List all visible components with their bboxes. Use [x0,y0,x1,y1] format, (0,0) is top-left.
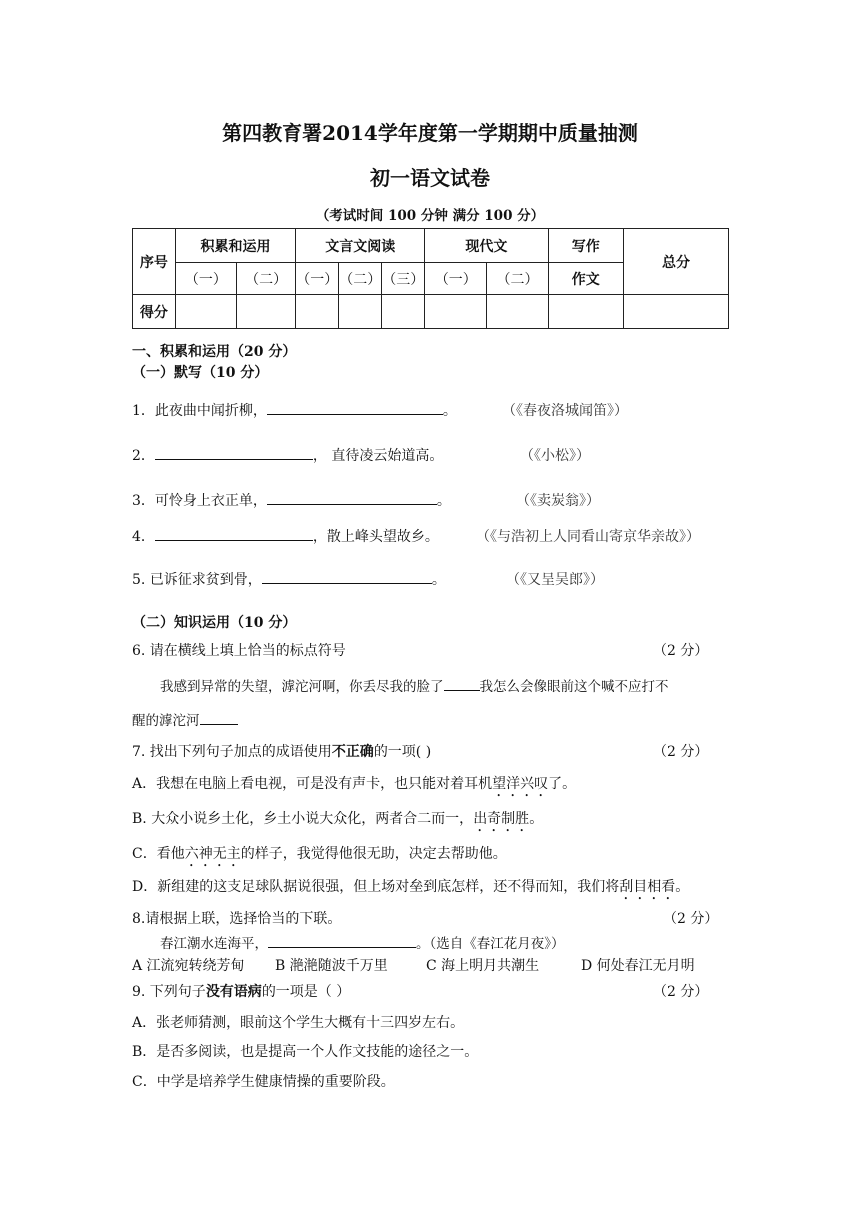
option-b[interactable]: B．是否多阅读，也是提高一个人作文技能的途径之一。 [132,1044,479,1060]
score-cell[interactable] [623,295,728,329]
seq-header: 序号 [133,229,176,295]
score-cell[interactable] [382,295,425,329]
section-heading: 一、积累和运用（20 分） [132,344,297,360]
total-header: 总分 [623,229,728,295]
question-2: 2． ， 直待凌云始道高。 [132,445,443,465]
sub-col: 作文 [548,263,623,295]
answer-blank[interactable] [262,569,432,584]
score-cell[interactable] [236,295,295,329]
question-5: 5. 已诉征求贫到骨， 。 [132,569,446,589]
score-cell[interactable] [296,295,339,329]
question-4: 4． ，散上峰头望故乡。 [132,526,439,546]
score-cell[interactable] [425,295,487,329]
q6-passage-line2: 醒的滹沱河 [132,709,238,729]
option-a[interactable]: A 江流宛转绕芳甸 [132,958,245,974]
sub-col: （一） [175,263,236,295]
answer-blank[interactable] [267,490,437,505]
question-8: 8.请根据上联，选择恰当的下联。 [132,911,342,927]
group-accumulation: 积累和运用 [175,229,295,263]
option-c[interactable]: C．中学是培养学生健康情操的重要阶段。 [132,1074,395,1090]
score-table [132,228,729,329]
score-cell[interactable] [339,295,382,329]
points: （2 分） [653,744,709,760]
sub-col: （二） [236,263,295,295]
part-heading: （二）知识运用（10 分） [132,615,297,631]
exam-subtitle: 初一语文试卷 [370,166,490,190]
sub-col: （三） [382,263,425,295]
option-a[interactable]: A．张老师猜测，眼前这个学生大概有十三四岁左右。 [132,1015,465,1031]
sub-col: （一） [296,263,339,295]
exam-info: （考试时间 100 分钟 满分 100 分） [315,208,545,224]
exam-title: 第四教育署2014学年度第一学期期中质量抽测 [222,121,638,145]
question-1: 1．此夜曲中闻折柳， 。 [132,400,457,420]
part-heading: （一）默写（10 分） [132,365,269,381]
option-a[interactable]: A．我想在电脑上看电视，可是没有声卡，也只能对着耳机望洋兴叹了。 [132,776,577,792]
sub-col: （一） [425,263,487,295]
question-3: 3．可怜身上衣正单， 。 [132,490,451,510]
answer-blank[interactable] [267,400,443,415]
option-c[interactable]: C 海上明月共潮生 [426,958,540,974]
group-modern: 现代文 [425,229,548,263]
score-cell[interactable] [487,295,548,329]
source-ref: （《与浩初上人同看山寄京华亲故》） [476,529,700,545]
group-classical: 文言文阅读 [296,229,425,263]
option-b[interactable]: B. 大众小说乡土化，乡土小说大众化，两者合二而一，出奇制胜。 [132,811,544,827]
question-7: 7. 找出下列句子加点的成语使用不正确的一项( ) [132,744,432,760]
score-row-label: 得分 [133,295,176,329]
punctuation-blank[interactable] [444,676,480,691]
points: （2 分） [653,984,709,1000]
option-d[interactable]: D．新组建的这支足球队据说很强，但上场对垒到底怎样，还不得而知，我们将刮目相看。 [132,879,690,895]
question-9: 9. 下列句子没有语病的一项是（ ） [132,984,351,1000]
source-ref: （《又呈吴郎》） [506,572,604,588]
score-cell[interactable] [548,295,623,329]
answer-blank[interactable] [155,526,313,541]
points: （2 分） [653,643,709,659]
question-6: 6. 请在横线上填上恰当的标点符号 [132,643,346,659]
source-ref: （《小松》） [520,448,590,464]
sub-col: （二） [487,263,548,295]
source-ref: （《春夜洛城闻笛》） [502,403,628,419]
option-c[interactable]: C．看他六神无主的样子，我觉得他很无助，决定去帮助他。 [132,846,507,862]
option-b[interactable]: B 滟滟随波千万里 [275,958,388,974]
answer-blank[interactable] [155,445,313,460]
answer-blank[interactable] [268,933,416,948]
punctuation-blank[interactable] [200,710,238,725]
source-ref: （《卖炭翁》） [516,493,600,509]
q8-couplet: 春江潮水连海平， 。（选自《春江花月夜》） [160,932,565,952]
option-d[interactable]: D 何处春江无月明 [581,958,695,974]
q6-passage-line1: 我感到异常的失望，滹沱河啊，你丢尽我的脸了 我怎么会像眼前这个喊不应打不 [160,675,669,695]
points: （2 分） [663,911,719,927]
group-writing: 写作 [548,229,623,263]
sub-col: （二） [339,263,382,295]
score-cell[interactable] [175,295,236,329]
